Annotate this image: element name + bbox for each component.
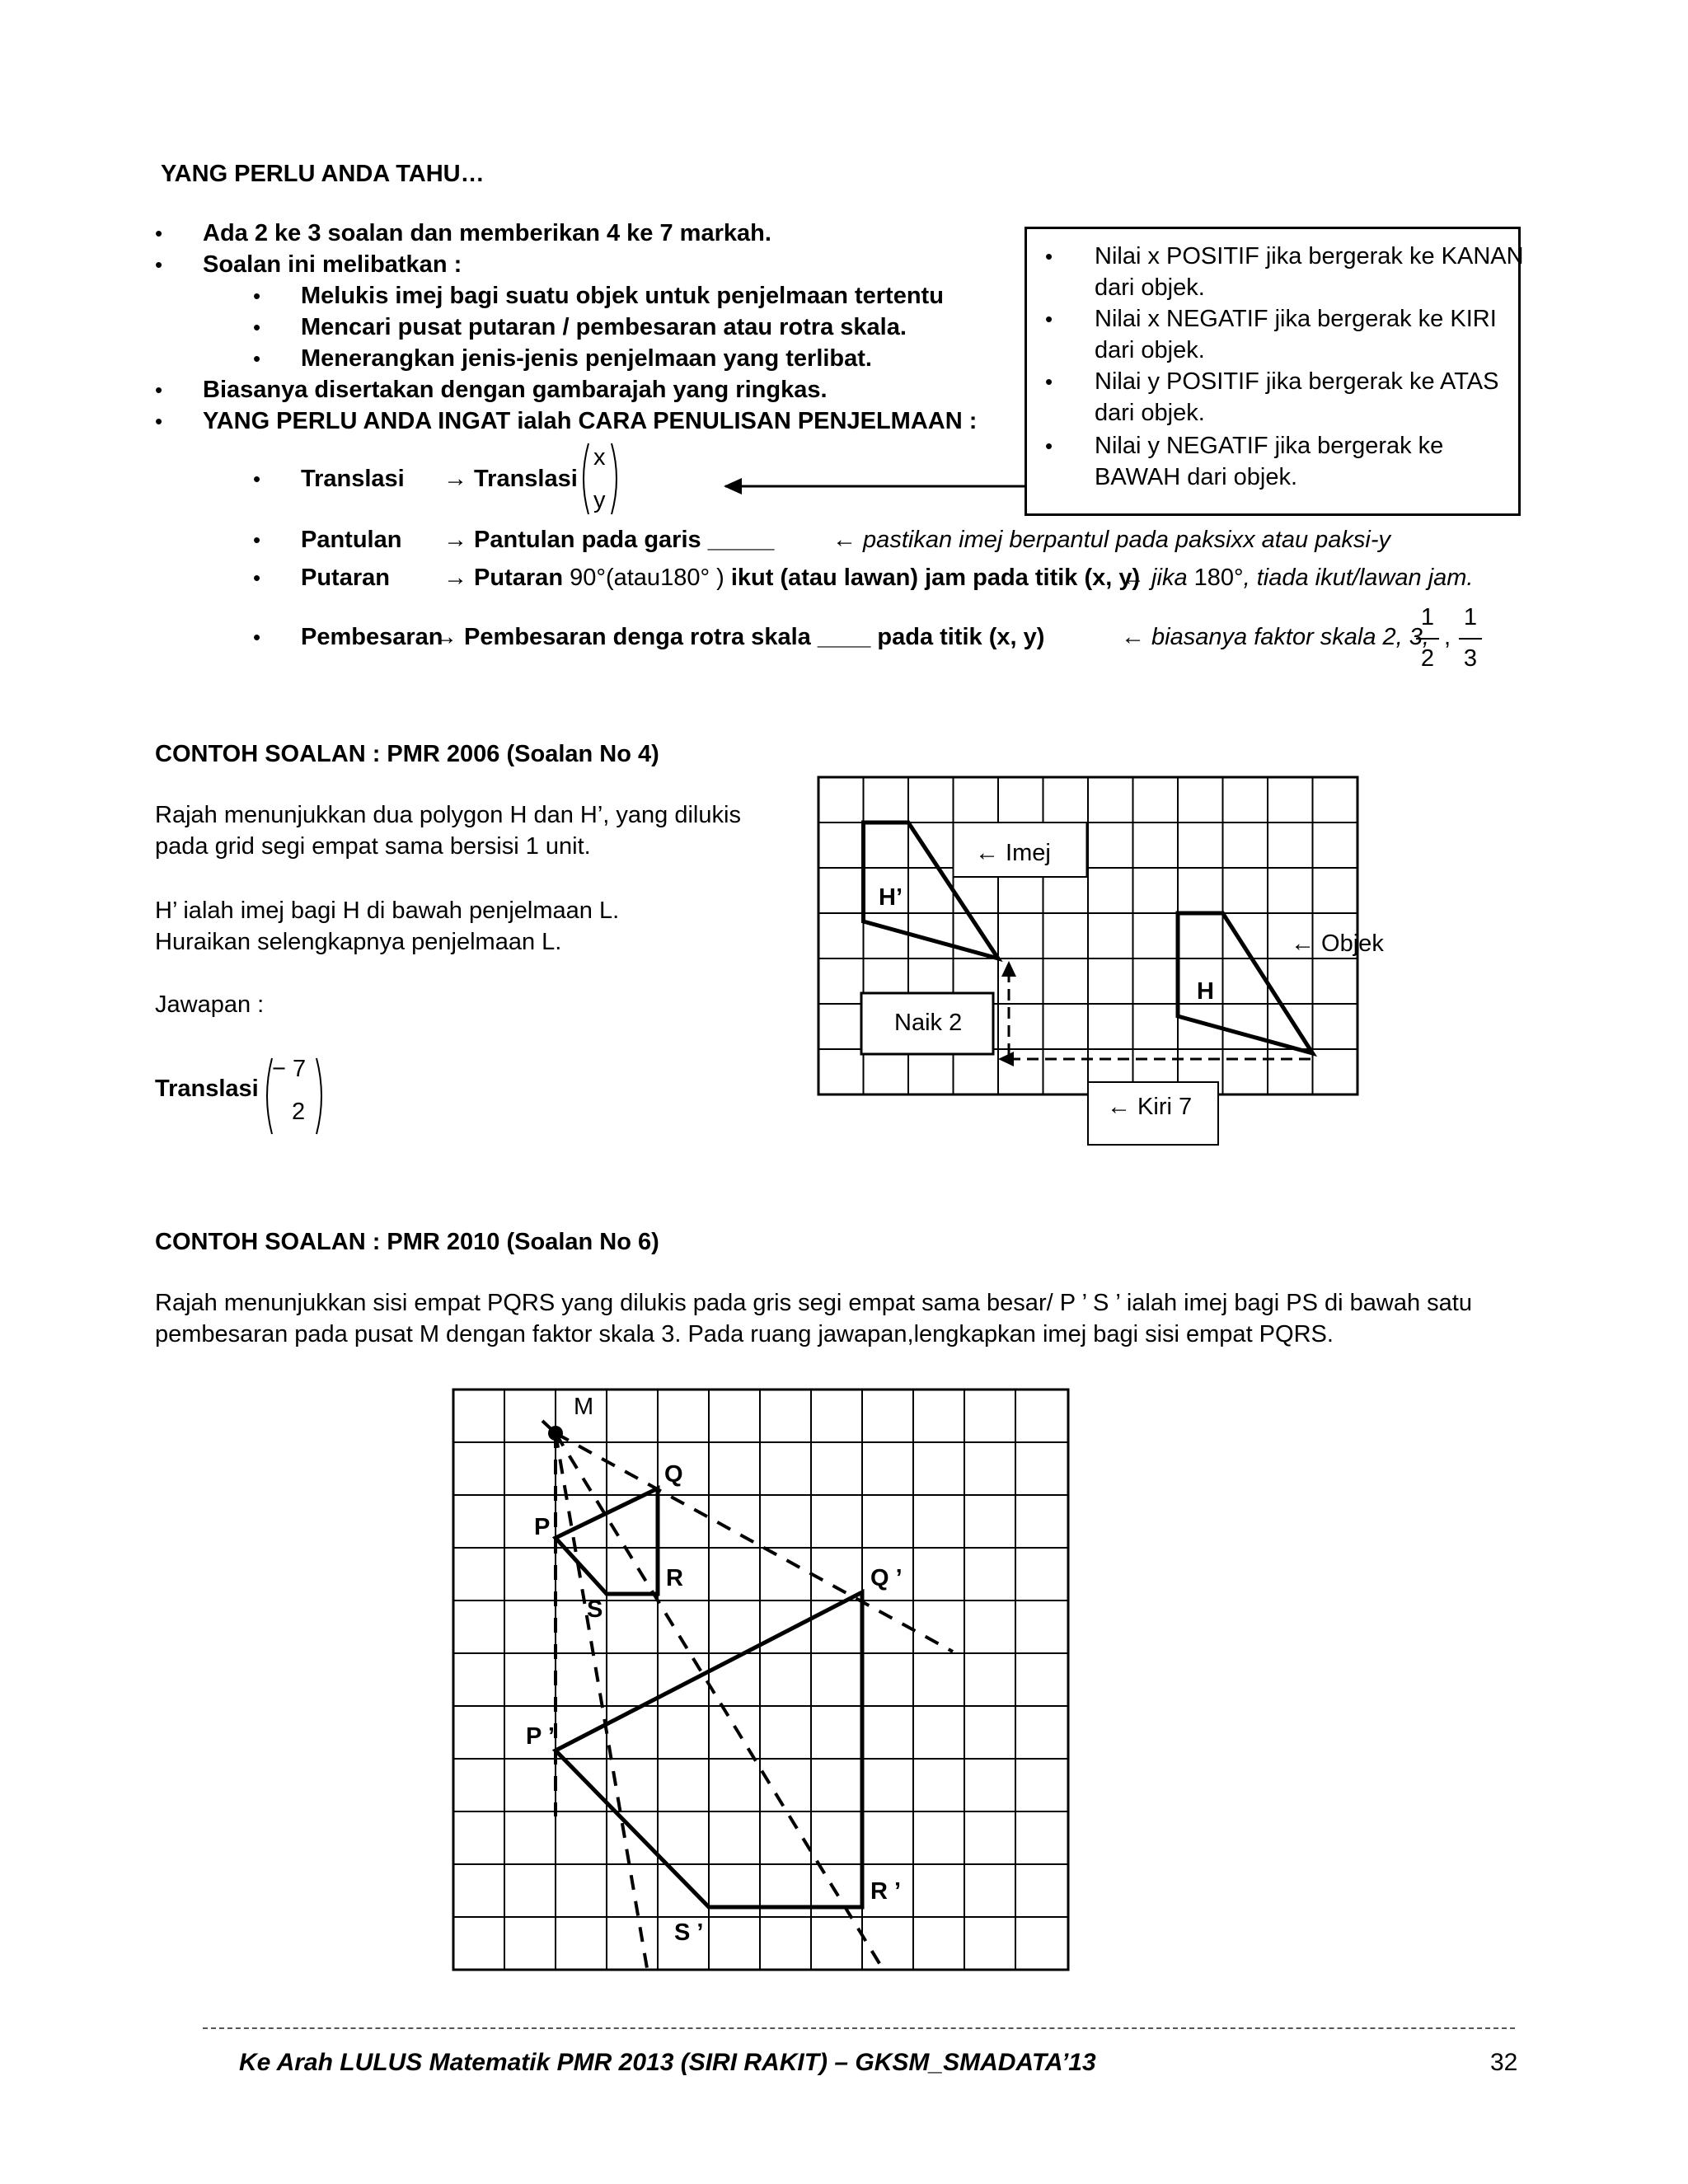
putaran-note-angle: 180° — [1193, 565, 1244, 591]
grid1-label-up: Naik 2 — [894, 1010, 963, 1036]
example2-line: Rajah menunjukkan sisi empat PQRS yang dilukis pada gris segi empat sama besar/ P ’ S ’ ialah imej bagi PS di bawah satu — [155, 1290, 1472, 1316]
translasi-form: → Translasi — [443, 466, 578, 492]
grid2-label-p: P — [534, 1514, 551, 1540]
putaran-form-a: → Putaran — [443, 565, 564, 591]
grid1-label-object: ← Objek — [1291, 930, 1384, 957]
page-number: 32 — [1490, 2049, 1518, 2076]
bullet-dot: • — [253, 284, 261, 308]
frac1-bar — [1416, 638, 1439, 640]
bullet-dot: • — [253, 625, 261, 649]
example1-line: Jawapan : — [155, 991, 265, 1018]
page-heading: YANG PERLU ANDA TAHU… — [161, 161, 485, 187]
grid2-label-r-prime: R ’ — [870, 1878, 902, 1905]
note-line: dari objek. — [1095, 337, 1205, 363]
bullet-dot: • — [1045, 244, 1053, 269]
putaran-angle-a: 90° — [570, 565, 606, 591]
bullet-dot: • — [155, 252, 163, 277]
bullet-dot: • — [253, 346, 261, 371]
bullet-dot: • — [155, 377, 163, 402]
grid1-label-h-prime: H’ — [879, 884, 903, 911]
pantulan-name: Pantulan — [301, 527, 402, 553]
answer-x: − 7 — [272, 1056, 307, 1082]
frac2-den: 3 — [1463, 645, 1478, 672]
example2-line: pembesaran pada pusat M dengan faktor skala 3. Pada ruang jawapan,lengkapkan imej bagi sisi empat PQRS. — [155, 1321, 1334, 1347]
putaran-note-a: ← jika — [1121, 565, 1188, 591]
sub-bullet-item: Mencari pusat putaran / pembesaran atau rotra skala. — [301, 314, 907, 340]
bullet-item: Ada 2 ke 3 soalan dan memberikan 4 ke 7 markah. — [203, 220, 771, 246]
note-line: Nilai x NEGATIF jika bergerak ke KIRI — [1095, 306, 1497, 332]
translasi-name: Translasi — [301, 466, 405, 492]
putaran-angle-b: 180° — [660, 565, 710, 591]
putaran-form — [443, 562, 1140, 593]
pembesaran-note: ← biasanya faktor skala 2, 3, — [1121, 624, 1429, 650]
grid2-label-s: S — [587, 1596, 603, 1623]
translasi-x: x — [593, 444, 606, 471]
note-line: Nilai x POSITIF jika bergerak ke KANAN — [1095, 243, 1524, 269]
example2-title: CONTOH SOALAN : PMR 2010 (Soalan No 6) — [155, 1229, 659, 1255]
note-line: Nilai y NEGATIF jika bergerak ke — [1095, 433, 1444, 459]
translasi-y: y — [593, 487, 606, 513]
grid2-label-q-prime: Q ’ — [870, 1565, 903, 1591]
grid2-label-p-prime: P ’ — [526, 1723, 555, 1750]
pembesaran-form: → Pembesaran denga rotra skala ____ pada titik (x, y) — [434, 624, 1045, 650]
bullet-item: Biasanya disertakan dengan gambarajah yang ringkas. — [203, 377, 828, 403]
bullet-item: Soalan ini melibatkan : — [203, 251, 462, 278]
frac-comma: , — [1444, 624, 1451, 650]
putaran-atau: (atau — [605, 565, 661, 591]
frac1-num: 1 — [1420, 604, 1435, 630]
example1-line: Huraikan selengkapnya penjelmaan L. — [155, 929, 562, 955]
bullet-dot: • — [1045, 434, 1053, 458]
putaran-note-b: , tiada ikut/lawan jam. — [1243, 565, 1474, 591]
putaran-form-b: ikut (atau lawan) jam pada titik (x, y) — [730, 565, 1141, 591]
grid2-label-s-prime: S ’ — [674, 1919, 704, 1946]
note-line: dari objek. — [1095, 400, 1205, 426]
putaran-close: ) — [716, 565, 724, 591]
bullet-dot: • — [155, 221, 163, 246]
example1-line: pada grid segi empat sama bersisi 1 unit. — [155, 833, 591, 860]
sub-bullet-item: Menerangkan jenis-jenis penjelmaan yang terlibat. — [301, 345, 872, 372]
pantulan-note: ← pastikan imej berpantul pada paksixx atau paksi-y — [832, 527, 1391, 553]
frac2-bar — [1459, 638, 1482, 640]
bullet-dot: • — [253, 527, 261, 552]
example1-answer-label: Translasi — [155, 1076, 259, 1102]
bullet-dot: • — [1045, 369, 1053, 394]
sub-bullet-item: Melukis imej bagi suatu objek untuk penjelmaan tertentu — [301, 283, 944, 309]
pointer-arrow — [709, 470, 1030, 503]
putaran-name: Putaran — [301, 565, 390, 591]
footer-title: Ke Arah LULUS Matematik PMR 2013 (SIRI RAKIT) – GKSM_SMADATA’13 — [239, 2049, 1096, 2076]
answer-y: 2 — [292, 1099, 306, 1125]
note-line: Nilai y POSITIF jika bergerak ke ATAS — [1095, 368, 1499, 395]
grid2-label-r: R — [666, 1565, 683, 1591]
frac2-num: 1 — [1463, 604, 1478, 630]
frac1-den: 2 — [1420, 645, 1435, 672]
note-line: BAWAH dari objek. — [1095, 464, 1298, 490]
example1-title: CONTOH SOALAN : PMR 2006 (Soalan No 4) — [155, 741, 659, 767]
putaran-note — [1121, 562, 1473, 593]
footer-divider — [203, 2027, 1515, 2029]
note-line: dari objek. — [1095, 274, 1205, 301]
grid2-label-m: M — [574, 1394, 594, 1420]
grid1-label-left: ← Kiri 7 — [1107, 1094, 1193, 1120]
bullet-dot: • — [253, 315, 261, 340]
example1-line: Rajah menunjukkan dua polygon H dan H’, yang dilukis — [155, 802, 741, 828]
bullet-dot: • — [155, 409, 163, 434]
bullet-item: YANG PERLU ANDA INGAT ialah CARA PENULISAN PENJELMAAN : — [203, 408, 978, 434]
grid2-label-q: Q — [664, 1461, 683, 1488]
center-m-point — [548, 1426, 563, 1441]
bullet-dot: • — [253, 565, 261, 590]
grid1-label-h: H — [1197, 978, 1214, 1005]
pantulan-form: → Pantulan pada garis _____ — [443, 527, 775, 553]
pembesaran-name: Pembesaran — [301, 624, 443, 650]
example1-line: H’ ialah imej bagi H di bawah penjelmaan L. — [155, 898, 620, 924]
bullet-dot: • — [253, 466, 261, 491]
enlargement-grid-diagram — [452, 1388, 1078, 1981]
bullet-dot: • — [1045, 307, 1053, 331]
grid1-label-image: ← Imej — [975, 840, 1051, 866]
